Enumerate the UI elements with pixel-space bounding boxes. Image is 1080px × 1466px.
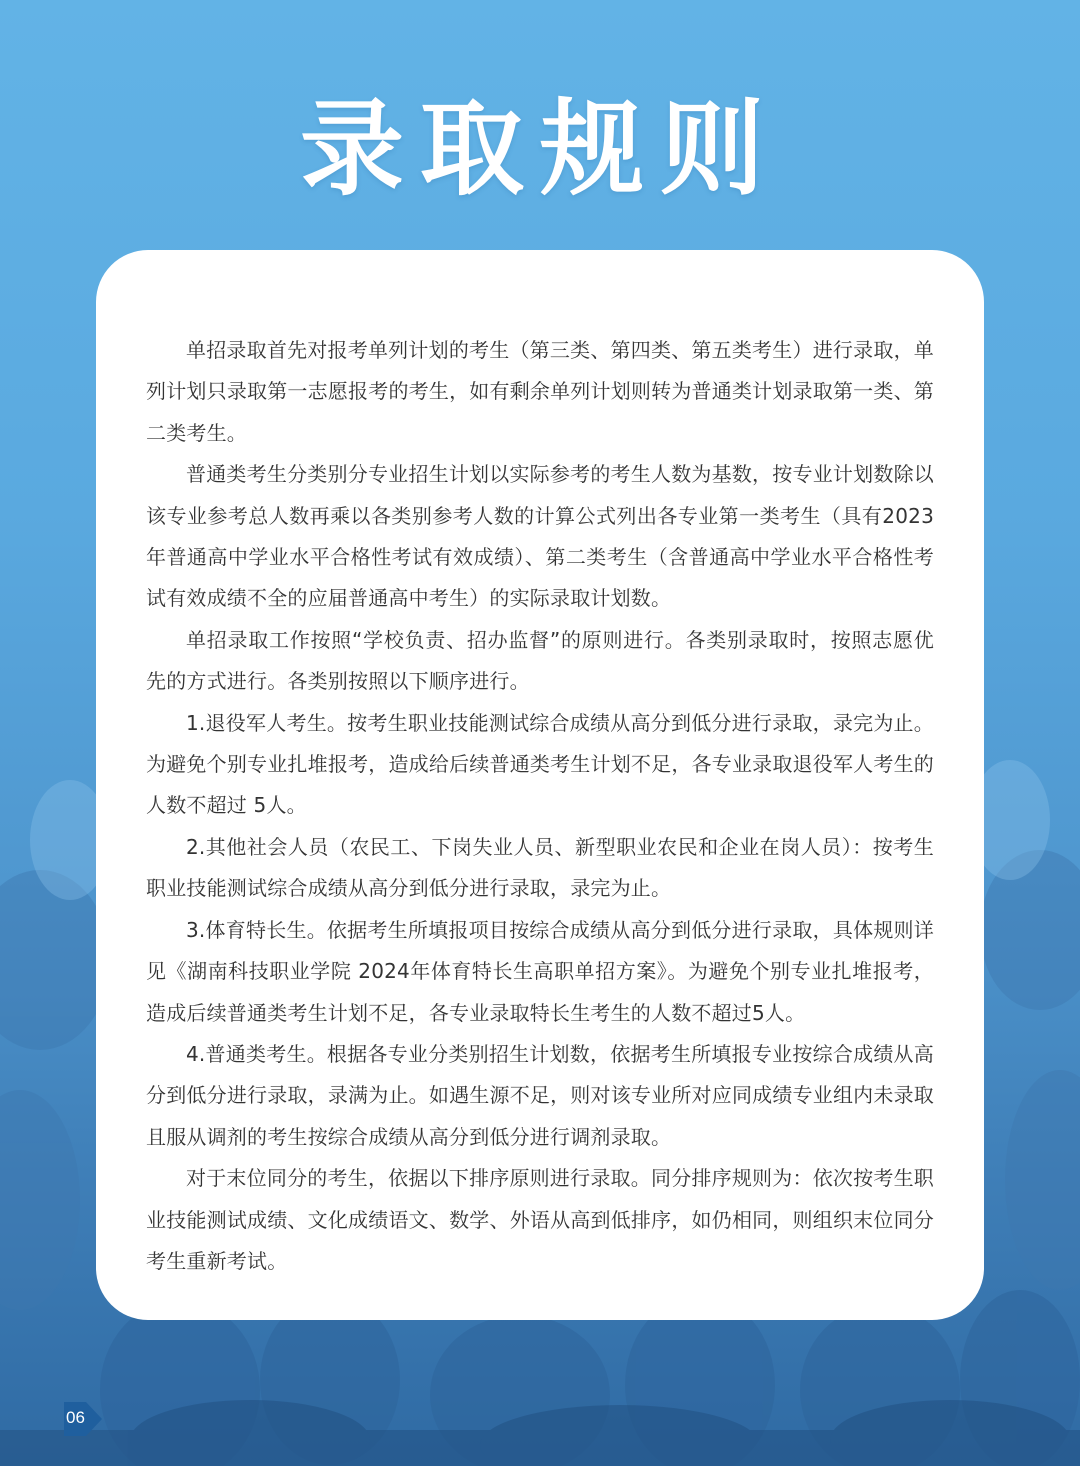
page-number: 06 bbox=[66, 1408, 85, 1427]
paragraph-principle: 单招录取工作按照“学校负责、招办监督”的原则进行。各类别录取时，按照志愿优先的方式进行。各类别按照以下顺序进行。 bbox=[146, 627, 934, 694]
page-number-badge bbox=[64, 1402, 102, 1436]
paragraph-tie-rule: 对于末位同分的考生，依据以下排序原则进行录取。同分排序规则为：依次按考生职业技能测试成绩、文化成绩语文、数学、外语从高到低排序，如仍相同，则组织末位同分考生重新考试。 bbox=[146, 1166, 934, 1273]
paragraph-rule-2: 2.其他社会人员（农民工、下岗失业人员、新型职业农民和企业在岗人员）：按考生职业技能测试综合成绩从高分到低分进行录取，录完为止。 bbox=[146, 834, 934, 901]
paragraph-rule-4: 4.普通类考生。根据各专业分类别招生计划数，依据考生所填报专业按综合成绩从高分到低分进行录取，录满为止。如遇生源不足，则对该专业所对应同成绩专业组内未录取且服从调剂的考生按综合成绩从高分到低分进行调剂录取。 bbox=[146, 1041, 934, 1149]
paragraph-plan-calculation: 普通类考生分类别分专业招生计划以实际参考的考生人数为基数，按专业计划数除以该专业参考总人数再乘以各类别参考人数的计算公式列出各专业第一类考生（具有2023年普通高中学业水平合格性考试有效成绩）、第二类考生（含普通高中学业水平合格性考试有效成绩不全的应届普通高中考生）的实际录取计划数。 bbox=[146, 462, 934, 611]
content-card bbox=[96, 250, 984, 1320]
page-title: 录取规则 bbox=[299, 88, 780, 210]
paragraph-intro: 单招录取首先对报考单列计划的考生（第三类、第四类、第五类考生）进行录取，单列计划只录取第一志愿报考的考生，如有剩余单列计划则转为普通类计划录取第一类、第二类考生。 bbox=[146, 338, 934, 445]
paragraph-rule-1: 1.退役军人考生。按考生职业技能测试综合成绩从高分到低分进行录取，录完为止。为避免个别专业扎堆报考，造成给后续普通类考生计划不足，各专业录取退役军人考生的人数不超过 5人。 bbox=[146, 710, 934, 818]
paragraph-rule-3: 3.体育特长生。依据考生所填报项目按综合成绩从高分到低分进行录取，具体规则详见《湖南科技职业学院 2024年体育特长生高职单招方案》。为避免个别专业扎堆报考，造成后续普通类考生计划不足，各专业录取特长生考生的人数不超过5人。 bbox=[146, 917, 934, 1025]
